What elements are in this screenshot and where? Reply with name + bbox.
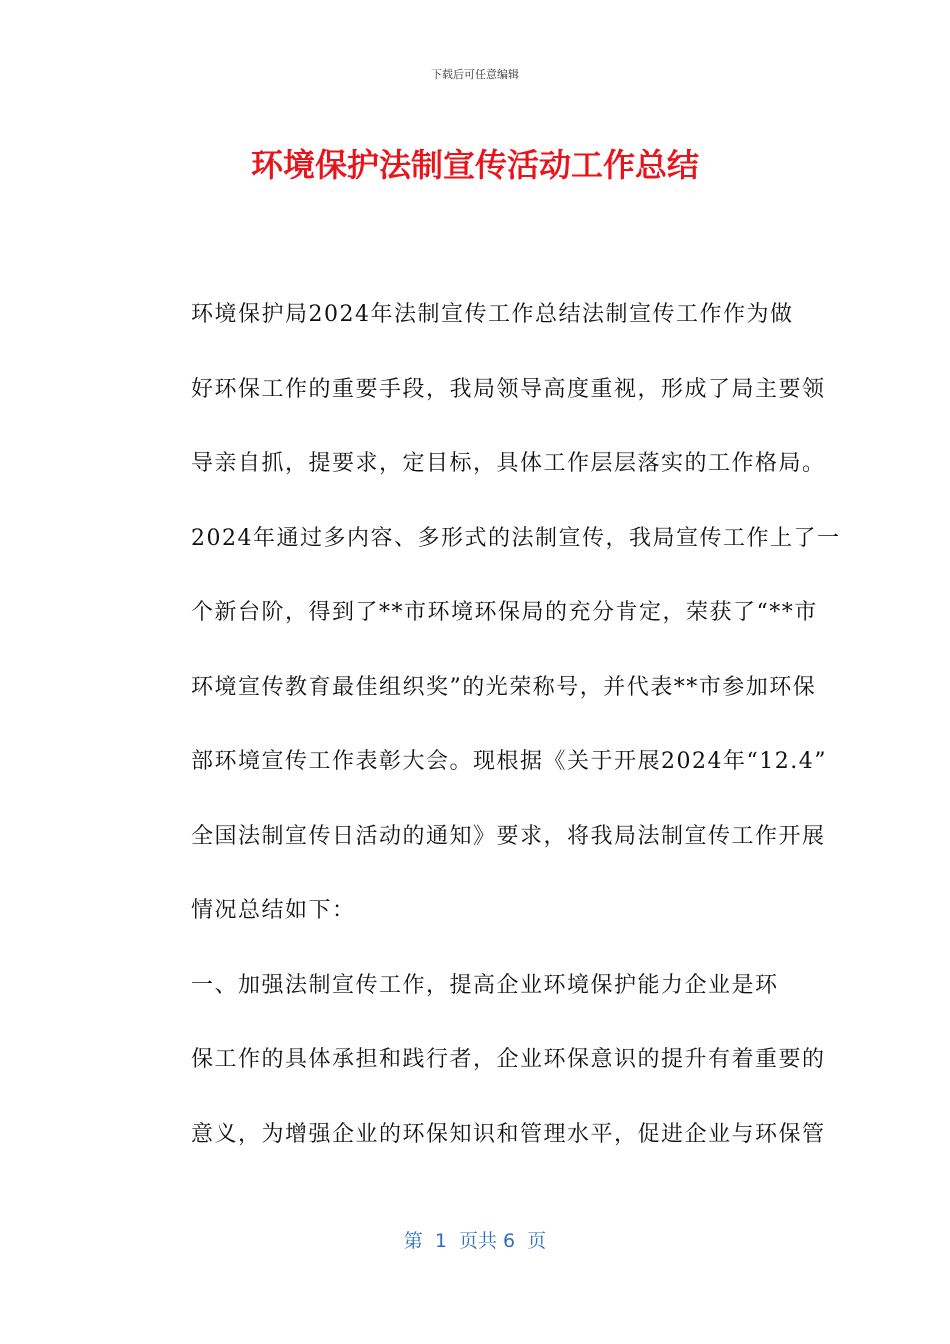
paragraph-intro: [145, 278, 841, 949]
text-line: 环境保护局2024年法制宣传工作总结法制宣传工作作为做: [191, 302, 794, 327]
text-line: 好环保工作的重要手段，我局领导高度重视，形成了局主要领: [191, 376, 826, 402]
text-line: 保工作的具体承担和践行者，企业环保意识的提升有着重要的: [191, 1047, 826, 1072]
text-line: 全国法制宣传日活动的通知》要求，将我局法制宣传工作开展: [191, 823, 826, 849]
text-line: 2024年通过多内容、多形式的法制宣传，我局宣传工作上了一: [191, 525, 841, 551]
text-line: 一、加强法制宣传工作，提高企业环境保护能力企业是环: [191, 972, 779, 998]
text-line: 情况总结如下：: [191, 898, 356, 923]
page-footer: 第 1 页共 6 页: [403, 1230, 547, 1252]
text-line: 个新台阶，得到了**市环境环保局的充分肯定，荣获了“**市: [191, 600, 818, 625]
text-line: 导亲自抓，提要求，定目标，具体工作层层落实的工作格局。: [191, 451, 826, 476]
header-note: 下载后可任意编辑: [431, 68, 519, 81]
document-body: [145, 278, 841, 1172]
document-title: 环境保护法制宣传活动工作总结: [250, 146, 699, 184]
text-line: 意义，为增强企业的环保知识和管理水平，促进企业与环保管: [191, 1121, 826, 1147]
text-line: 环境宣传教育最佳组织奖”的光荣称号，并代表**市参加环保: [191, 674, 817, 700]
paragraph-section-one: [145, 949, 826, 1173]
text-line: 部环境宣传工作表彰大会。现根据《关于开展2024年“12.4”: [191, 749, 827, 774]
